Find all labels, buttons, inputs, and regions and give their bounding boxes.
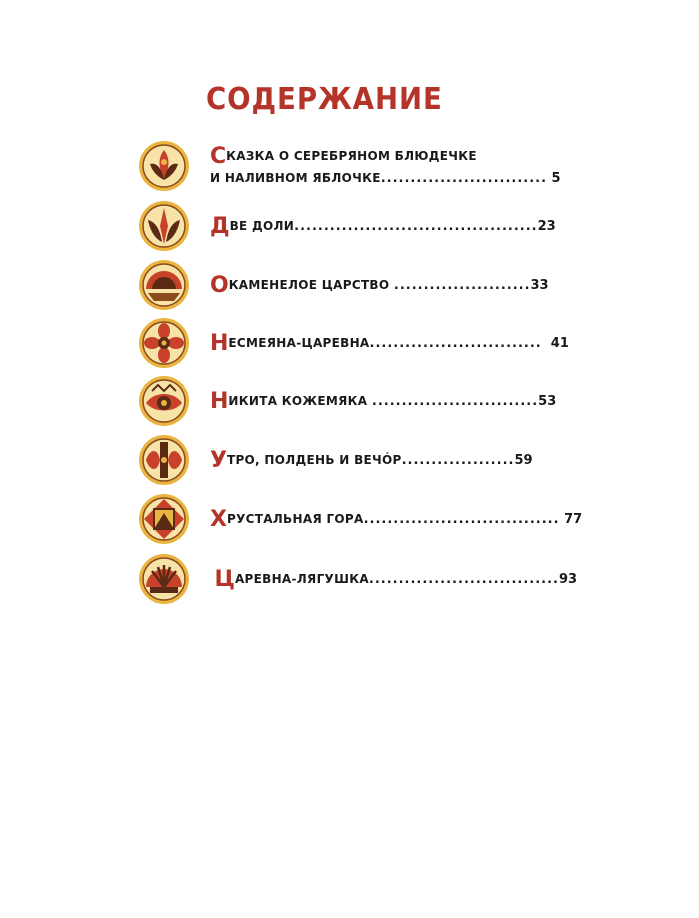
medallion-leaf-icon xyxy=(138,200,190,252)
toc-entry-title: ЦАРЕВНА-ЛЯГУШКА................................93 xyxy=(214,567,578,592)
medallion-flower-icon xyxy=(138,140,190,192)
page-number: 53 xyxy=(538,394,557,409)
toc-entry[interactable] xyxy=(138,317,569,369)
drop-cap: У xyxy=(210,448,227,473)
page-number: 23 xyxy=(537,219,556,234)
toc-entry-title: СКАЗКА О СЕРЕБРЯНОМ БЛЮДЕЧКЕ xyxy=(210,144,477,169)
medallion-bird-icon xyxy=(138,434,190,486)
medallion-fan-icon xyxy=(138,553,190,605)
toc-entry[interactable] xyxy=(138,493,583,545)
drop-cap: Д xyxy=(210,214,230,239)
page-number: 41 xyxy=(550,336,569,351)
drop-cap: Ц xyxy=(214,567,235,592)
page-number: 59 xyxy=(514,453,533,468)
page-number: 93 xyxy=(558,572,578,587)
medallion-blossom-icon xyxy=(138,317,190,369)
page-number: 5 xyxy=(551,171,561,186)
toc-entry-title: УТРО, ПОЛДЕНЬ И ВЕЧÓР...................59 xyxy=(210,448,533,473)
toc-entry-title: ДВЕ ДОЛИ.........................................23 xyxy=(210,214,556,239)
toc-entry-title: ХРУСТАЛЬНАЯ ГОРА................................. 77 xyxy=(210,507,583,532)
toc-entry-title: ОКАМЕНЕЛОЕ ЦАРСТВО .......................33 xyxy=(210,273,549,298)
page-number: 77 xyxy=(564,512,583,527)
medallion-sun-icon xyxy=(138,259,190,311)
medallion-eye-icon xyxy=(138,375,190,427)
drop-cap: О xyxy=(210,273,229,298)
drop-cap: С xyxy=(210,144,227,169)
toc-entry-title-line2: И НАЛИВНОМ ЯБЛОЧКЕ............................ 5 xyxy=(210,171,561,186)
page-title: СОДЕРЖАНИЕ xyxy=(206,82,443,117)
page-number: 33 xyxy=(530,278,549,293)
toc-entry[interactable] xyxy=(138,259,558,311)
toc-entry[interactable] xyxy=(138,553,578,605)
drop-cap: Н xyxy=(210,389,229,414)
toc-entry[interactable] xyxy=(138,375,558,427)
medallion-diamond-icon xyxy=(138,493,190,545)
drop-cap: Х xyxy=(210,507,227,532)
toc-entry-title: НЕСМЕЯНА-ЦАРЕВНА............................. 41 xyxy=(210,331,569,356)
toc-entry-title: НИКИТА КОЖЕМЯКА ............................53 xyxy=(210,389,557,414)
toc-entry[interactable] xyxy=(138,434,558,486)
drop-cap: Н xyxy=(210,331,229,356)
toc-entry[interactable] xyxy=(138,200,558,252)
toc-entry[interactable] xyxy=(138,140,561,192)
